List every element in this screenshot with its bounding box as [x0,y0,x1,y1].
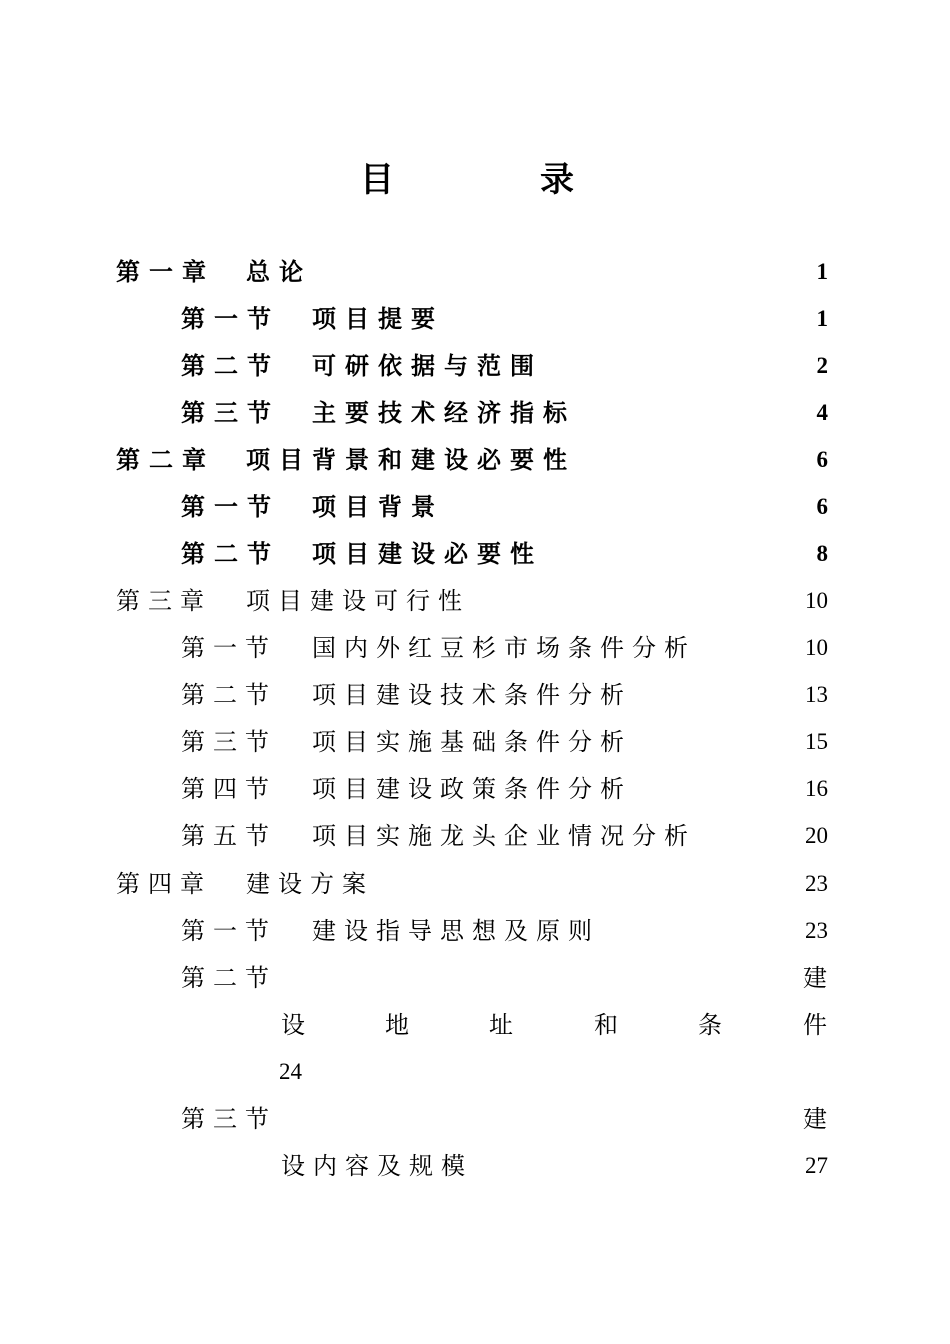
toc-page-number: 15 [805,729,828,754]
toc-page-number: 27 [805,1153,828,1178]
title-char-1: 目 [360,160,394,200]
toc-label: 第三节 [181,728,277,756]
toc-char: 条 [698,1011,722,1039]
toc-text: 项目建设政策条件分析 [312,775,632,803]
toc-chapter-2[interactable] [0,440,950,480]
toc-section[interactable] [0,534,950,574]
toc-text: 建设方案 [246,870,374,898]
toc-text: 项目背景 [312,493,444,521]
toc-char: 和 [594,1011,618,1039]
toc-label: 第二节 [181,964,277,992]
toc-wrapped-line [0,1052,950,1092]
toc-text: 项目背景和建设必要性 [246,446,576,474]
toc-text: 项目实施龙头企业情况分析 [312,822,696,850]
toc-section[interactable] [0,722,950,762]
toc-text: 主要技术经济指标 [312,399,576,427]
toc-text-first-char: 建 [803,1105,827,1133]
toc-label: 第二章 [116,446,215,474]
toc-page-number: 6 [816,447,828,472]
toc-section[interactable] [0,299,950,339]
toc-label: 第一节 [181,634,277,662]
toc-label: 第三章 [116,587,212,615]
toc-char: 地 [385,1011,409,1039]
toc-label: 第三节 [181,399,280,427]
toc-text: 项目建设可行性 [246,587,470,615]
title-char-2: 录 [540,160,574,200]
toc-chapter-1[interactable] [0,252,950,292]
toc-text: 可研依据与范围 [312,352,543,380]
toc-page-number: 1 [816,306,828,331]
toc-page-number: 10 [805,635,828,660]
toc-char: 设 [281,1011,305,1039]
toc-page-number: 16 [805,776,828,801]
toc-page-number: 1 [816,259,828,284]
toc-section[interactable] [0,346,950,386]
page-title [0,155,950,205]
toc-wrapped-line [0,1005,950,1045]
toc-text: 项目建设必要性 [312,540,543,568]
toc-section-wrapped[interactable] [0,958,950,998]
toc-char: 址 [489,1011,513,1039]
toc-label: 第四章 [116,870,212,898]
toc-page-number: 4 [816,400,828,425]
toc-text: 设内容及规模 [281,1152,473,1180]
toc-label: 第二节 [181,540,280,568]
toc-label: 第一章 [116,258,215,286]
toc-label: 第二节 [181,681,277,709]
toc-text-first-char: 建 [803,964,827,992]
toc-label: 第一节 [181,917,277,945]
toc-section[interactable] [0,816,950,856]
toc-label: 第一节 [181,493,280,521]
toc-wrapped-line [0,1146,950,1186]
toc-section-wrapped[interactable] [0,1099,950,1139]
toc-label: 第二节 [181,352,280,380]
toc-section[interactable] [0,393,950,433]
toc-section[interactable] [0,487,950,527]
toc-text: 建设指导思想及原则 [312,917,600,945]
toc-page-number: 24 [279,1059,302,1084]
toc-page-number: 23 [805,918,828,943]
toc-page-number: 6 [816,494,828,519]
toc-text: 项目提要 [312,305,444,333]
toc-label: 第四节 [181,775,277,803]
toc-page-number: 20 [805,823,828,848]
toc-text: 项目建设技术条件分析 [312,681,632,709]
toc-label: 第五节 [181,822,277,850]
toc-page-number: 8 [816,541,828,566]
toc-section[interactable] [0,628,950,668]
toc-page-number: 2 [816,353,828,378]
toc-text: 总论 [246,258,312,286]
toc-section[interactable] [0,769,950,809]
toc-page-number: 13 [805,682,828,707]
toc-chapter-4[interactable] [0,864,950,904]
toc-section[interactable] [0,911,950,951]
toc-text: 项目实施基础条件分析 [312,728,632,756]
toc-char: 件 [803,1011,827,1039]
toc-page-number: 23 [805,871,828,896]
toc-chapter-3[interactable] [0,581,950,621]
toc-label: 第一节 [181,305,280,333]
toc-page-number: 10 [805,588,828,613]
toc-text: 国内外红豆杉市场条件分析 [312,634,696,662]
toc-label: 第三节 [181,1105,277,1133]
toc-section[interactable] [0,675,950,715]
